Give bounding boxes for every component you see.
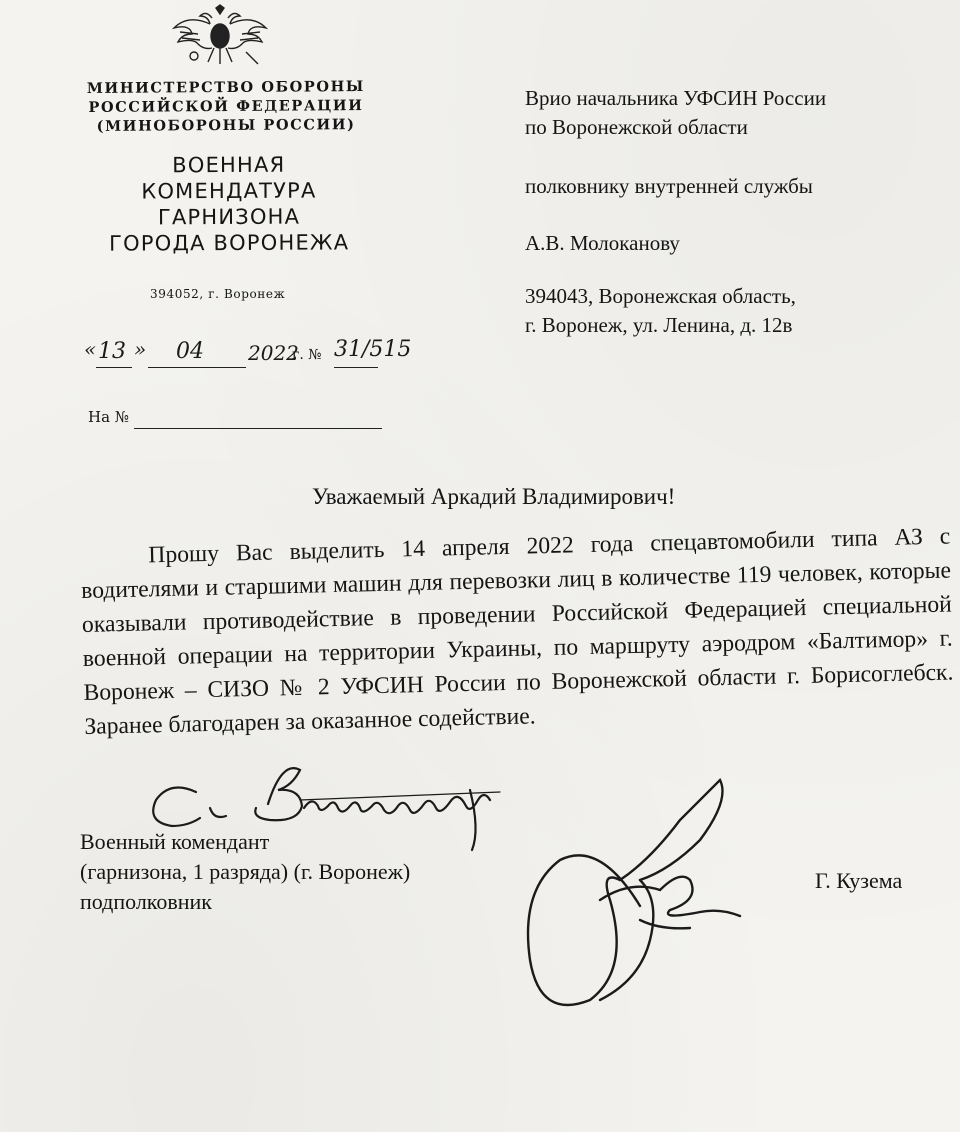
ministry-line: (МИНОБОРОНЫ РОССИИ) bbox=[96, 116, 356, 135]
reg-number: 31/515 bbox=[334, 337, 412, 362]
recipient-rank: полковнику внутренней службы bbox=[525, 174, 813, 198]
signature-mark bbox=[528, 780, 740, 1005]
handwritten-closing bbox=[153, 768, 500, 850]
recipient-line: по Воронежской области bbox=[525, 115, 748, 139]
signatory-rank: подполковник bbox=[80, 889, 212, 914]
reg-month: 04 bbox=[176, 339, 204, 364]
commandant-line: ГОРОДА ВОРОНЕЖА bbox=[109, 230, 350, 256]
sender-address: 394052, г. Воронеж bbox=[150, 287, 286, 301]
signatory-title: Военный комендант bbox=[80, 829, 270, 854]
commandant-line: ВОЕННАЯ bbox=[172, 152, 286, 178]
reg-year-suffix: г. № bbox=[292, 347, 322, 363]
registration-line: « 13 » 04 2022 г. № 31/515 bbox=[84, 337, 414, 377]
reg-day: 13 bbox=[98, 339, 126, 364]
greeting: Уважаемый Аркадий Владимирович! bbox=[312, 484, 676, 509]
commandant-line: КОМЕНДАТУРА bbox=[141, 178, 317, 204]
recipient-address: 394043, Воронежская область, bbox=[525, 284, 796, 308]
body-paragraph: Прошу Вас выделить 14 апреля 2022 года спецавтомобили типа АЗ с водителями и старшими машин для перевозки лиц в количестве 119 человек, которые оказывали противодействие в проведении Российской Федерацией специальной военной операции на территории Украины, по маршруту аэродром «Балтимор» г. Воронеж – СИЗО № 2 УФСИН России по Воронежской области г. Борисоглебск. Заранее благодарен за оказанное содействие. bbox=[80, 523, 954, 740]
signatory-name: Г. Кузема bbox=[815, 868, 903, 893]
commandant-line: ГАРНИЗОНА bbox=[157, 204, 301, 230]
recipient-line: Врио начальника УФСИН России bbox=[525, 86, 827, 110]
ministry-line: РОССИЙСКОЙ ФЕДЕРАЦИИ bbox=[88, 97, 364, 116]
recipient-address: г. Воронеж, ул. Ленина, д. 12в bbox=[525, 313, 793, 337]
reply-number-label: На № bbox=[88, 408, 129, 426]
reg-year: 2022 bbox=[248, 341, 299, 365]
ministry-line: МИНИСТЕРСТВО ОБОРОНЫ bbox=[86, 78, 365, 97]
recipient-name: А.В. Молоканову bbox=[525, 231, 680, 255]
signatory-unit: (гарнизона, 1 разряда) (г. Воронеж) bbox=[80, 859, 411, 884]
